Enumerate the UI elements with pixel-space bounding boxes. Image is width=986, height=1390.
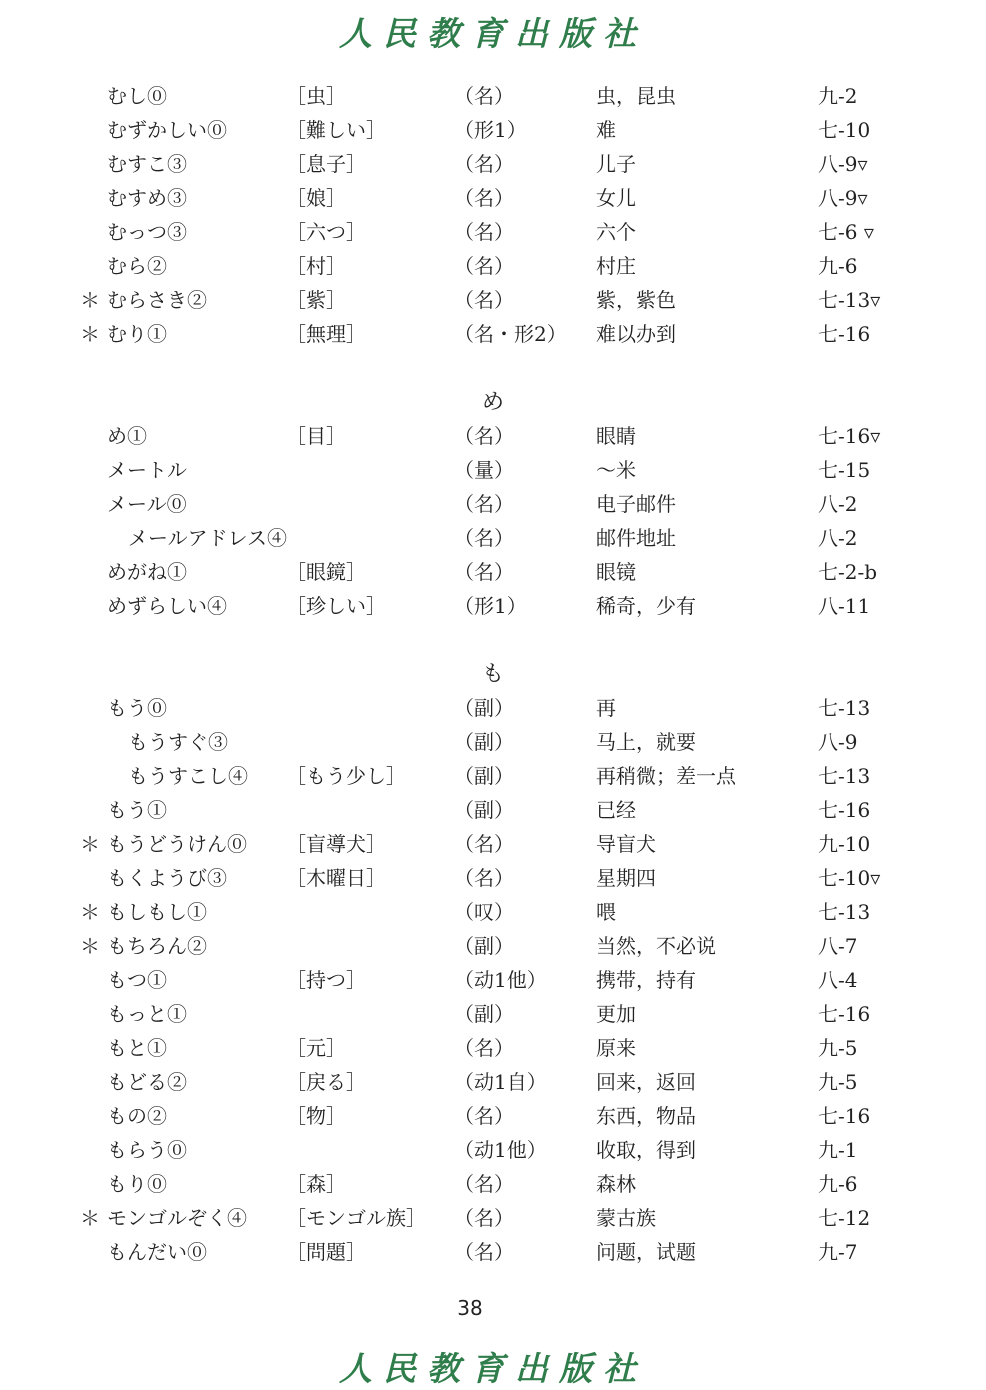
entry-meaning: 导盲犬 [596,832,656,856]
entry-lesson-ref: 八-9▿ [818,186,868,210]
vocab-entry [0,555,986,589]
entry-lesson-ref: 九-5 [818,1036,858,1060]
entry-part-of-speech: （副） [454,798,514,822]
entry-word: もっと① [107,1002,187,1026]
entry-meaning: 儿子 [596,152,636,176]
entry-lesson-ref: 八-11 [818,594,871,618]
entry-word: め① [107,424,147,448]
entry-part-of-speech: （名） [454,84,514,108]
entry-word: もの② [107,1104,167,1128]
entry-word: めずらしい④ [107,594,227,618]
entry-part-of-speech: （名） [454,254,514,278]
vocab-entry [0,963,986,997]
entry-word: もうどうけん⓪ [107,832,247,856]
entry-word: メール⓪ [107,492,187,516]
vocab-entry [0,861,986,895]
entry-lesson-ref: 七-13▿ [818,288,881,312]
entry-lesson-ref: 七-10 [818,118,871,142]
entry-word: もり⓪ [107,1172,167,1196]
vocab-entry [0,1065,986,1099]
entry-meaning: 星期四 [596,866,656,890]
entry-word: もくようび③ [107,866,227,890]
entry-lesson-ref: 九-1 [818,1138,858,1162]
entry-part-of-speech: （名） [454,1206,514,1230]
vocab-entry [0,793,986,827]
entry-meaning: 电子邮件 [596,492,676,516]
entry-part-of-speech: （副） [454,696,514,720]
publisher-logo-bottom: 人民教育出版社 [339,1349,647,1388]
entry-word: もう⓪ [107,696,167,720]
entry-part-of-speech: （名） [454,152,514,176]
entry-part-of-speech: （名） [454,424,514,448]
entry-word: もうすぐ③ [128,730,228,754]
entry-lesson-ref: 七-12 [818,1206,871,1230]
entry-word: もらう⓪ [107,1138,187,1162]
vocab-entry [0,759,986,793]
vocab-entry [0,997,986,1031]
entry-part-of-speech: （副） [454,764,514,788]
vocab-entry [0,1167,986,1201]
vocab-entry [0,215,986,249]
entry-meaning: 问题，试题 [596,1240,696,1264]
vocab-entry [0,113,986,147]
entry-word: モンゴルぞく④ [107,1206,247,1230]
entry-kanji: ［持つ］ [286,968,366,992]
entry-kanji: ［娘］ [286,186,346,210]
entry-star-mark: ＊ [80,934,100,958]
entry-part-of-speech: （名） [454,866,514,890]
vocab-entry [0,1133,986,1167]
entry-kanji: ［物］ [286,1104,346,1128]
entry-kanji: ［無理］ [286,322,366,346]
entry-word: むし⓪ [107,84,167,108]
entry-word: むすめ③ [107,186,187,210]
entry-part-of-speech: （动1他） [454,1138,547,1162]
entry-meaning: 原来 [596,1036,636,1060]
entry-part-of-speech: （名） [454,492,514,516]
vocab-entry [0,419,986,453]
entry-meaning: 难以办到 [596,322,676,346]
entry-lesson-ref: 九-6 [818,254,858,278]
entry-star-mark: ＊ [80,322,100,346]
entry-kanji: ［もう少し］ [286,764,406,788]
entry-lesson-ref: 九-10 [818,832,871,856]
entry-lesson-ref: 七-16 [818,322,871,346]
entry-meaning: 已经 [596,798,636,822]
entry-word: メールアドレス④ [128,526,287,550]
entry-meaning: 蒙古族 [596,1206,656,1230]
entry-meaning: ～米 [596,458,636,482]
entry-meaning: 再 [596,696,616,720]
entry-part-of-speech: （名） [454,186,514,210]
entry-kanji: ［眼鏡］ [286,560,366,584]
entry-word: もうすこし④ [128,764,248,788]
entry-meaning: 眼睛 [596,424,636,448]
entry-meaning: 邮件地址 [596,526,676,550]
page-number: 38 [457,1296,483,1320]
entry-kanji: ［戻る］ [286,1070,366,1094]
entry-kanji: ［虫］ [286,84,346,108]
vocab-entry [0,487,986,521]
vocab-entry [0,453,986,487]
entry-meaning: 森林 [596,1172,636,1196]
entry-word: もつ① [107,968,167,992]
entry-word: むずかしい⓪ [107,118,227,142]
entry-lesson-ref: 八-9▿ [818,152,868,176]
entry-star-mark: ＊ [80,900,100,924]
entry-kanji: ［息子］ [286,152,366,176]
entry-meaning: 当然，不必说 [596,934,716,958]
vocab-entry [0,725,986,759]
vocab-entry [0,929,986,963]
entry-lesson-ref: 七-15 [818,458,871,482]
vocab-entry [0,147,986,181]
vocab-entry [0,1099,986,1133]
entry-part-of-speech: （动1自） [454,1070,547,1094]
entry-kanji: ［六つ］ [286,220,366,244]
entry-part-of-speech: （动1他） [454,968,547,992]
entry-lesson-ref: 七-16 [818,798,871,822]
vocab-entry [0,691,986,725]
entry-kanji: ［珍しい］ [286,594,386,618]
entry-part-of-speech: （名・形2） [454,322,567,346]
entry-kanji: ［紫］ [286,288,346,312]
vocab-entry [0,589,986,623]
entry-word: もんだい⓪ [107,1240,207,1264]
entry-lesson-ref: 八-7 [818,934,858,958]
entry-star-mark: ＊ [80,1206,100,1230]
entry-word: めがね① [107,560,187,584]
entry-star-mark: ＊ [80,288,100,312]
entry-lesson-ref: 八-2 [818,526,858,550]
entry-kanji: ［森］ [286,1172,346,1196]
section-heading: も [481,662,504,687]
entry-kanji: ［村］ [286,254,346,278]
entry-part-of-speech: （名） [454,1240,514,1264]
vocab-entry [0,1031,986,1065]
entry-part-of-speech: （名） [454,288,514,312]
entry-word: もしもし① [107,900,207,924]
entry-part-of-speech: （名） [454,526,514,550]
entry-meaning: 难 [596,118,616,142]
entry-meaning: 收取，得到 [596,1138,696,1162]
vocab-entry [0,1235,986,1269]
entry-meaning: 喂 [596,900,616,924]
entry-word: もどる② [107,1070,187,1094]
entry-kanji: ［難しい］ [286,118,386,142]
entry-word: むっつ③ [107,220,187,244]
entry-lesson-ref: 七-2-b [818,560,878,584]
entry-lesson-ref: 七-10▿ [818,866,881,890]
vocab-entry [0,895,986,929]
entry-meaning: 村庄 [596,254,636,278]
entry-word: むすこ③ [107,152,187,176]
entry-part-of-speech: （形1） [454,118,527,142]
entry-part-of-speech: （叹） [454,900,514,924]
vocab-entry [0,79,986,113]
entry-lesson-ref: 七-13 [818,900,871,924]
entry-lesson-ref: 九-6 [818,1172,858,1196]
entry-meaning: 回来，返回 [596,1070,696,1094]
entry-meaning: 更加 [596,1002,636,1026]
entry-word: メートル [107,458,187,482]
entry-word: むらさき② [107,288,207,312]
section-heading: め [481,390,504,415]
entry-meaning: 携带，持有 [596,968,696,992]
entry-part-of-speech: （名） [454,560,514,584]
entry-meaning: 六个 [596,220,636,244]
entry-word: もう① [107,798,167,822]
entry-part-of-speech: （副） [454,1002,514,1026]
entry-lesson-ref: 七-13 [818,696,871,720]
entry-meaning: 虫，昆虫 [596,84,676,108]
entry-lesson-ref: 七-6 ▿ [818,220,874,244]
entry-word: むり① [107,322,167,346]
vocab-entry [0,249,986,283]
entry-lesson-ref: 八-4 [818,968,858,992]
entry-part-of-speech: （名） [454,1172,514,1196]
entry-kanji: ［モンゴル族］ [286,1206,426,1230]
entry-lesson-ref: 九-5 [818,1070,858,1094]
entry-part-of-speech: （副） [454,730,514,754]
entry-word: むら② [107,254,167,278]
vocab-entry [0,317,986,351]
entry-lesson-ref: 七-16 [818,1104,871,1128]
vocab-entry [0,181,986,215]
entry-meaning: 紫，紫色 [596,288,676,312]
entry-star-mark: ＊ [80,832,100,856]
entry-lesson-ref: 七-16 [818,1002,871,1026]
entry-meaning: 东西，物品 [596,1104,696,1128]
entry-part-of-speech: （形1） [454,594,527,618]
entry-kanji: ［盲導犬］ [286,832,386,856]
entry-meaning: 马上，就要 [596,730,696,754]
entry-part-of-speech: （名） [454,832,514,856]
entry-kanji: ［元］ [286,1036,346,1060]
entry-lesson-ref: 九-7 [818,1240,858,1264]
entry-meaning: 再稍微；差一点 [596,764,736,788]
entry-part-of-speech: （副） [454,934,514,958]
publisher-logo-top: 人民教育出版社 [339,14,647,53]
entry-kanji: ［木曜日］ [286,866,386,890]
entry-lesson-ref: 八-9 [818,730,858,754]
entry-part-of-speech: （名） [454,1104,514,1128]
vocab-entry [0,1201,986,1235]
entry-lesson-ref: 八-2 [818,492,858,516]
entry-meaning: 女儿 [596,186,636,210]
entry-kanji: ［目］ [286,424,346,448]
vocab-entry [0,521,986,555]
entry-lesson-ref: 七-13 [818,764,871,788]
entry-part-of-speech: （名） [454,1036,514,1060]
entry-word: もと① [107,1036,167,1060]
entry-part-of-speech: （量） [454,458,514,482]
vocab-entry [0,283,986,317]
entry-part-of-speech: （名） [454,220,514,244]
entry-meaning: 眼镜 [596,560,636,584]
entry-kanji: ［問題］ [286,1240,366,1264]
entry-lesson-ref: 九-2 [818,84,858,108]
entry-lesson-ref: 七-16▿ [818,424,881,448]
vocab-entry [0,827,986,861]
entry-word: もちろん② [107,934,207,958]
entry-meaning: 稀奇，少有 [596,594,696,618]
